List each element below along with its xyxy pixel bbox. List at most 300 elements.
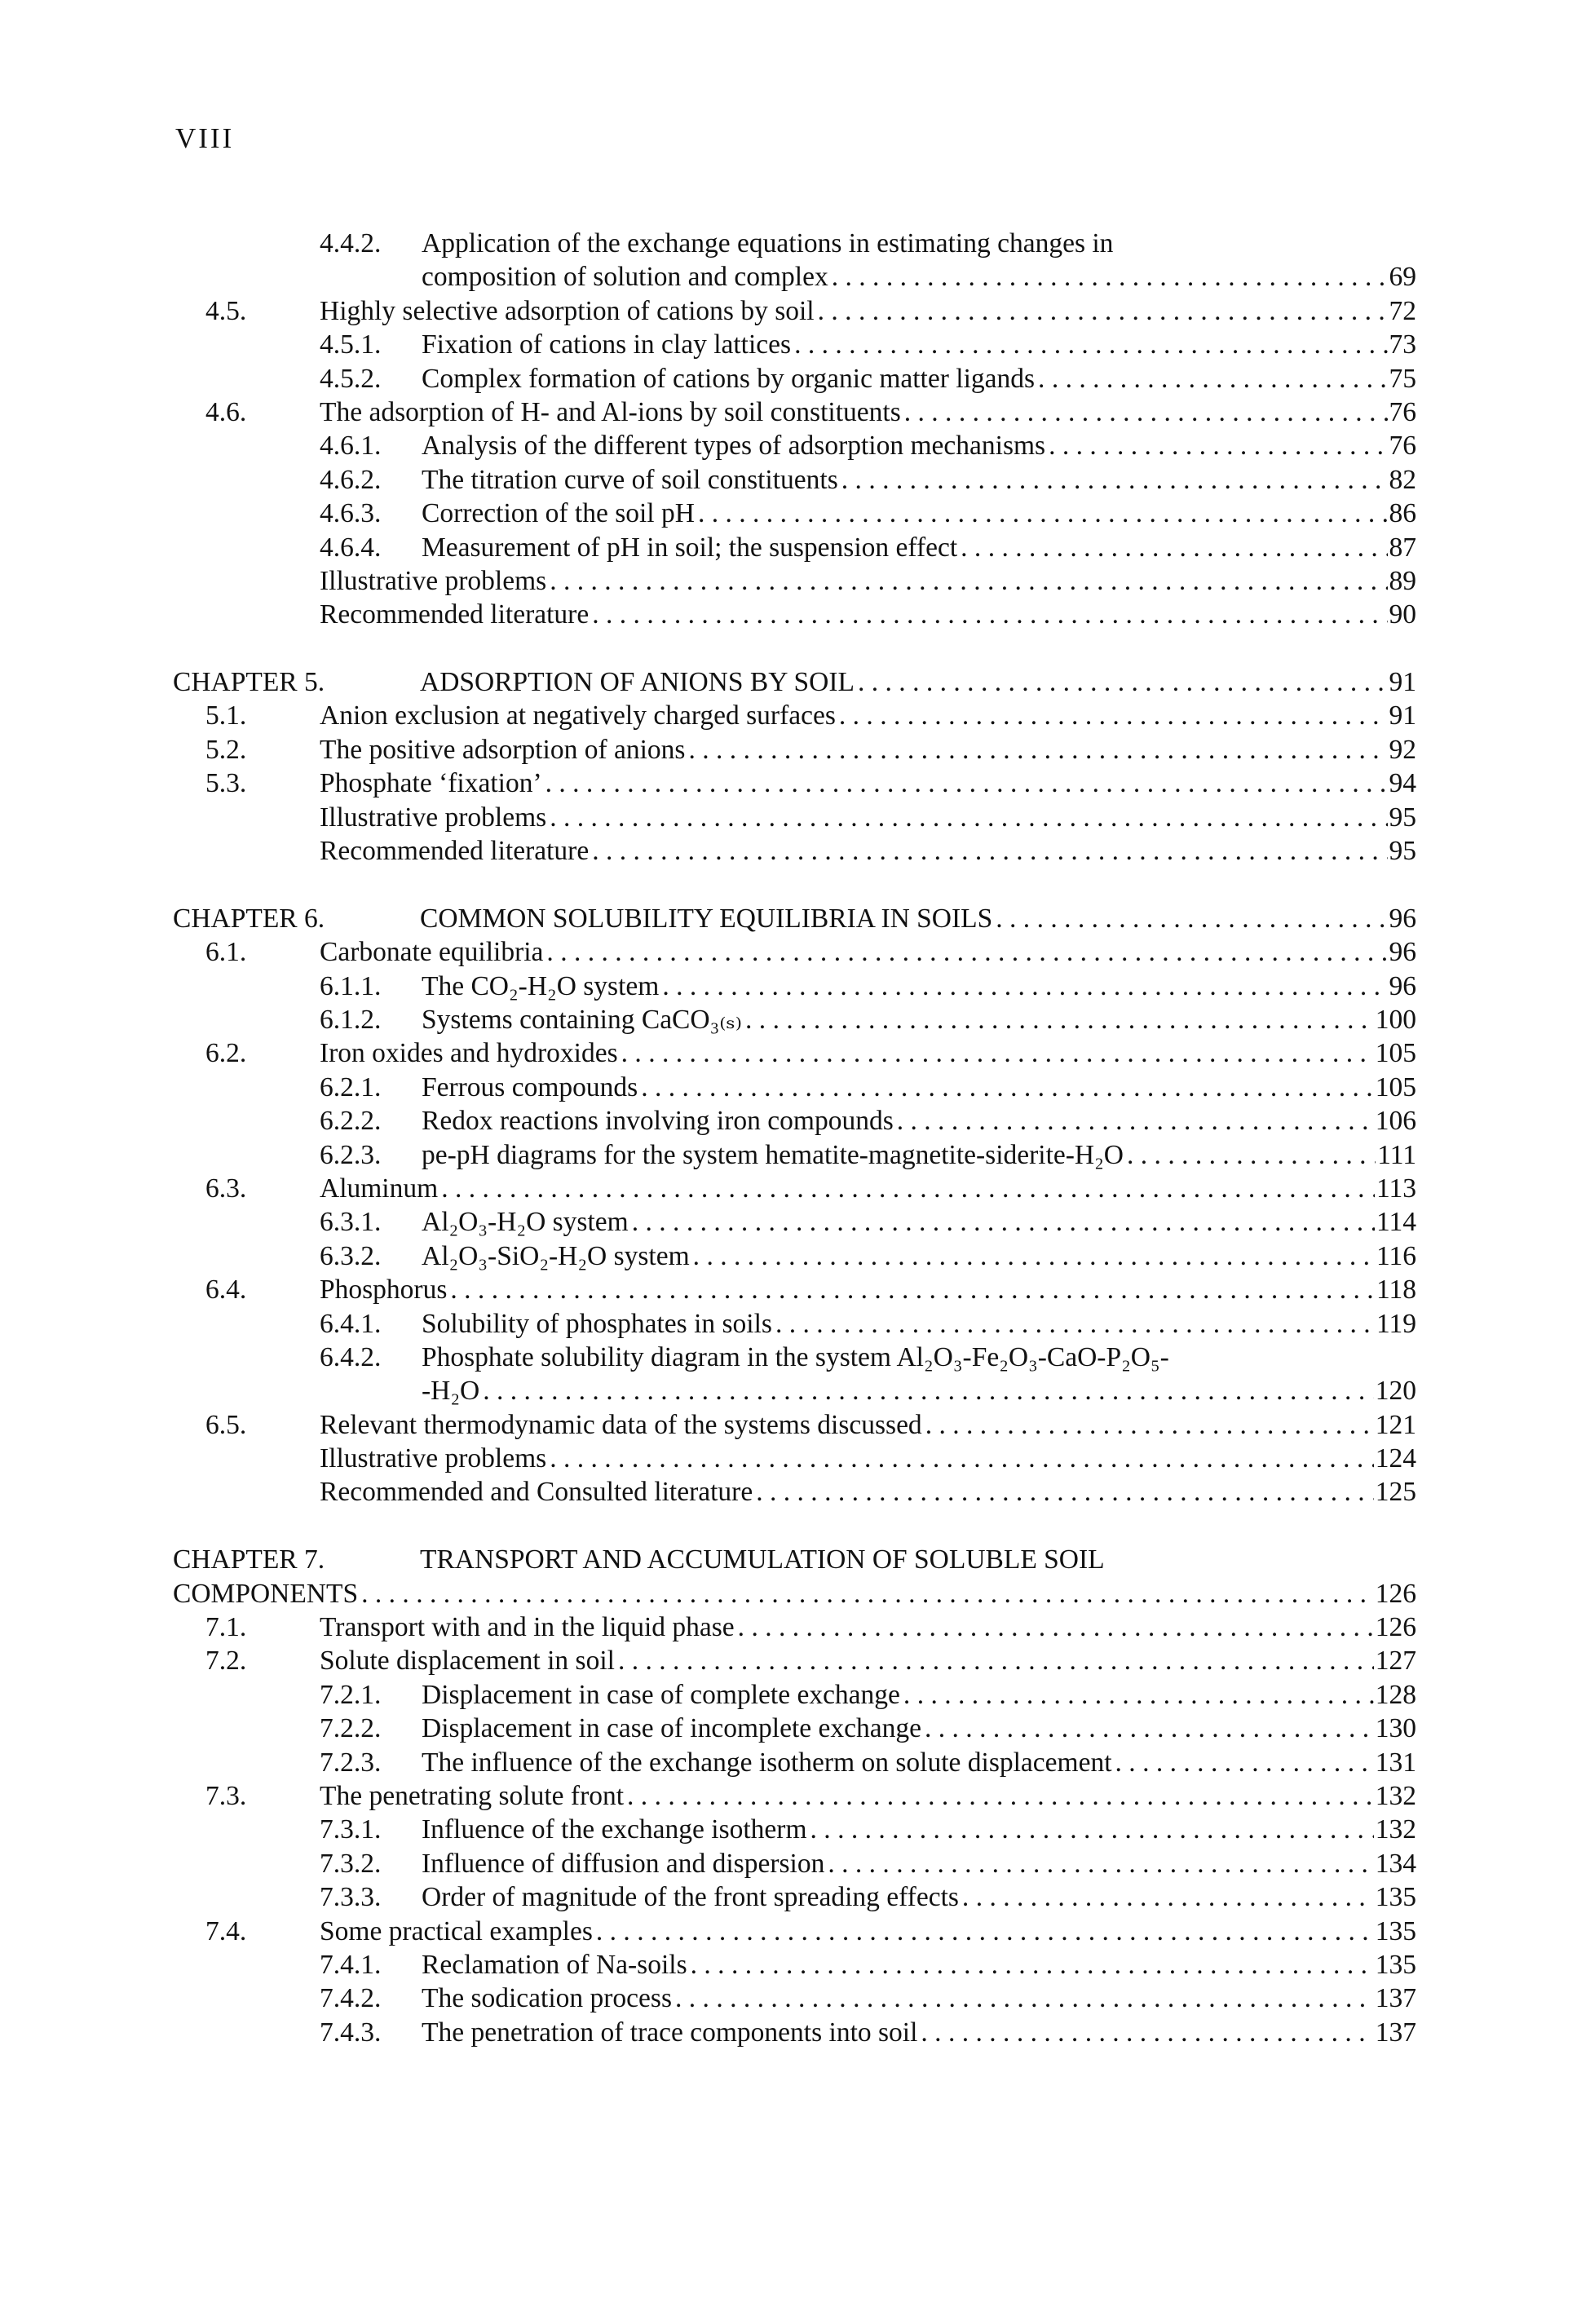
entry-number: 7.1. bbox=[205, 1612, 247, 1643]
toc-entry bbox=[173, 328, 1416, 361]
entry-line bbox=[320, 1475, 1416, 1509]
page-ref: 89 bbox=[1389, 565, 1416, 596]
entry-number: 6.3.1. bbox=[320, 1207, 382, 1238]
toc-entry bbox=[173, 1948, 1416, 1982]
leader-dots bbox=[1045, 429, 1387, 462]
entry-line bbox=[320, 699, 1416, 732]
page-ref: 132 bbox=[1375, 1780, 1416, 1811]
page-ref: 92 bbox=[1389, 734, 1416, 765]
entry-title: Transport with and in the liquid phase bbox=[320, 1612, 735, 1643]
toc-entry bbox=[173, 1172, 1416, 1205]
entry-line bbox=[422, 328, 1416, 361]
chapter-label: CHAPTER 7. bbox=[173, 1544, 325, 1575]
entry-number: 4.5.2. bbox=[320, 363, 382, 394]
toc-entry bbox=[173, 1880, 1416, 1914]
leader-dots bbox=[922, 1408, 1374, 1442]
leader-dots bbox=[901, 395, 1388, 429]
entry-title: Highly selective adsorption of cations by soil bbox=[320, 295, 815, 326]
page-ref: 135 bbox=[1375, 1882, 1416, 1913]
toc-entry bbox=[173, 1610, 1416, 1644]
entry-line bbox=[422, 429, 1416, 462]
entry-line bbox=[422, 497, 1416, 530]
entry-title: Relevant thermodynamic data of the systems discussed bbox=[320, 1409, 922, 1440]
entry-line bbox=[422, 1239, 1416, 1273]
page-number: VIII bbox=[175, 122, 235, 154]
entry-number: 4.5.1. bbox=[320, 329, 382, 360]
toc-entry bbox=[173, 294, 1416, 328]
entry-line bbox=[320, 1036, 1416, 1070]
leader-dots bbox=[1113, 227, 1416, 260]
entry-title: The penetrating solute front bbox=[320, 1780, 625, 1811]
entry-title: composition of solution and complex bbox=[422, 262, 828, 293]
entry-title: Phosphate ‘fixation’ bbox=[320, 768, 542, 799]
entry-line bbox=[320, 1442, 1416, 1475]
leader-dots bbox=[917, 2016, 1373, 2049]
toc-entry bbox=[173, 1036, 1416, 1070]
entry-title: Order of magnitude of the front spreading effects bbox=[422, 1882, 959, 1913]
page-ref: 100 bbox=[1375, 1004, 1416, 1035]
entry-title: The positive adsorption of anions bbox=[320, 734, 686, 765]
entry-title: Influence of the exchange isotherm bbox=[422, 1814, 807, 1845]
entry-title: -H₂O bbox=[422, 1376, 480, 1407]
chapter-title-line bbox=[420, 665, 1416, 699]
entry-line bbox=[320, 834, 1416, 868]
leader-dots bbox=[742, 1003, 1374, 1036]
entry-title: Complex formation of cations by organic matter ligands bbox=[422, 363, 1036, 394]
page-ref: 95 bbox=[1389, 836, 1416, 867]
entry-title: Recommended literature bbox=[320, 599, 590, 630]
toc-entry bbox=[173, 970, 1416, 1003]
chapter-7 bbox=[173, 1543, 1416, 2049]
page-ref: 95 bbox=[1389, 802, 1416, 833]
entry-line bbox=[422, 1104, 1416, 1138]
entry-title: Al₂O₃-H₂O system bbox=[422, 1207, 629, 1238]
page-ref: 86 bbox=[1389, 498, 1416, 529]
page-ref: 130 bbox=[1375, 1713, 1416, 1744]
entry-title: Illustrative problems bbox=[320, 802, 547, 833]
entry-title: Displacement in case of complete exchange bbox=[422, 1679, 900, 1710]
toc-entry bbox=[173, 2016, 1416, 2049]
toc-entry bbox=[173, 1374, 1416, 1407]
section-4-continued bbox=[173, 227, 1416, 632]
entry-line bbox=[422, 1746, 1416, 1779]
toc-entry bbox=[173, 935, 1416, 969]
chapter-5 bbox=[173, 665, 1416, 868]
entry-number: 7.4.3. bbox=[320, 2017, 382, 2048]
toc-entry bbox=[173, 1746, 1416, 1779]
spacer bbox=[173, 1509, 1416, 1543]
toc-entry bbox=[173, 1915, 1416, 1948]
entry-number: 6.3.2. bbox=[320, 1240, 382, 1271]
leader-dots bbox=[836, 699, 1388, 732]
entry-line bbox=[422, 227, 1416, 260]
entry-line bbox=[320, 767, 1416, 800]
chapter-label: CHAPTER 5. bbox=[173, 667, 325, 698]
leader-dots bbox=[546, 564, 1387, 598]
entry-number: 6.2. bbox=[205, 1038, 247, 1069]
entry-title: Illustrative problems bbox=[320, 1443, 547, 1474]
leader-dots bbox=[638, 1071, 1374, 1104]
table-of-contents bbox=[173, 227, 1416, 2049]
entry-number: 6.1. bbox=[205, 937, 247, 968]
page-ref: 137 bbox=[1375, 1983, 1416, 2014]
chapter-6 bbox=[173, 902, 1416, 1509]
entry-line bbox=[422, 970, 1416, 1003]
toc-entry bbox=[173, 1273, 1416, 1306]
leader-dots bbox=[957, 531, 1387, 564]
entry-title: Aluminum bbox=[320, 1173, 439, 1204]
entry-line bbox=[320, 733, 1416, 767]
entry-line bbox=[320, 801, 1416, 834]
entry-title: Redox reactions involving iron compounds bbox=[422, 1106, 894, 1137]
entry-number: 7.2. bbox=[205, 1646, 247, 1677]
leader-dots bbox=[543, 935, 1387, 969]
toc-entry bbox=[173, 1813, 1416, 1846]
entry-line bbox=[320, 598, 1416, 631]
page-ref: 105 bbox=[1375, 1038, 1416, 1069]
leader-dots bbox=[807, 1813, 1374, 1846]
page-ref: 76 bbox=[1389, 431, 1416, 462]
leader-dots bbox=[672, 1982, 1374, 2015]
entry-number: 4.6.1. bbox=[320, 431, 382, 462]
chapter-heading-continued bbox=[173, 1577, 1416, 1610]
entry-title: Anion exclusion at negatively charged surfaces bbox=[320, 700, 836, 731]
page-ref: 69 bbox=[1389, 262, 1416, 293]
leader-dots bbox=[546, 1442, 1374, 1475]
entry-line bbox=[422, 531, 1416, 564]
toc-entry bbox=[173, 801, 1416, 834]
leader-dots bbox=[1112, 1746, 1374, 1779]
entry-title: Fixation of cations in clay lattices bbox=[422, 329, 792, 360]
entry-number: 4.5. bbox=[205, 295, 247, 326]
page-ref: 125 bbox=[1375, 1477, 1416, 1508]
toc-entry bbox=[173, 1644, 1416, 1677]
entry-line bbox=[320, 1408, 1416, 1442]
entry-number: 6.4.1. bbox=[320, 1308, 382, 1339]
leader-dots bbox=[589, 834, 1387, 868]
leader-dots bbox=[1124, 1138, 1376, 1172]
entry-line bbox=[320, 294, 1416, 328]
leader-dots bbox=[624, 1779, 1374, 1813]
chapter-entries bbox=[173, 1610, 1416, 2049]
entry-title: Recommended and Consulted literature bbox=[320, 1477, 753, 1508]
leader-dots bbox=[1035, 362, 1387, 395]
entry-line bbox=[320, 1779, 1416, 1813]
entry-line bbox=[422, 1813, 1416, 1846]
page-ref: 132 bbox=[1375, 1814, 1416, 1845]
entry-title: Influence of diffusion and dispersion bbox=[422, 1848, 825, 1879]
entry-line bbox=[422, 1341, 1416, 1374]
entry-title: The CO₂-H₂O system bbox=[422, 970, 660, 1001]
entry-number: 7.3. bbox=[205, 1780, 247, 1811]
entry-number: 7.3.3. bbox=[320, 1882, 382, 1913]
entry-title: Analysis of the different types of adsorption mechanisms bbox=[422, 431, 1046, 462]
entry-line bbox=[320, 935, 1416, 969]
entry-title: Solute displacement in soil bbox=[320, 1646, 615, 1677]
leader-dots bbox=[542, 767, 1388, 800]
toc-entry bbox=[173, 1341, 1416, 1374]
leader-dots bbox=[772, 1307, 1375, 1341]
toc-entry bbox=[173, 1307, 1416, 1341]
page-ref: 135 bbox=[1375, 1949, 1416, 1980]
page-ref: 135 bbox=[1375, 1915, 1416, 1946]
page-ref: 73 bbox=[1389, 329, 1416, 360]
page-ref: 119 bbox=[1376, 1308, 1416, 1339]
entry-number: 6.2.2. bbox=[320, 1106, 382, 1137]
entry-line bbox=[422, 1678, 1416, 1712]
entry-line bbox=[320, 1172, 1416, 1205]
toc-entry bbox=[173, 834, 1416, 868]
page-ref: 75 bbox=[1389, 363, 1416, 394]
entry-number: 6.5. bbox=[205, 1409, 247, 1440]
entry-number: 6.2.3. bbox=[320, 1139, 382, 1170]
chapter-title-line bbox=[173, 1577, 1416, 1610]
entry-number: 7.3.2. bbox=[320, 1848, 382, 1879]
leader-dots bbox=[735, 1610, 1374, 1644]
entry-title: Application of the exchange equations in estimating changes in bbox=[422, 228, 1114, 258]
entry-line bbox=[422, 1847, 1416, 1880]
entry-line bbox=[422, 1948, 1416, 1982]
chapter-heading bbox=[173, 902, 1416, 935]
entry-title: Correction of the soil pH bbox=[422, 498, 695, 529]
toc-entry bbox=[173, 1239, 1416, 1273]
entry-number: 7.4.2. bbox=[320, 1983, 382, 2014]
entry-number: 6.4. bbox=[205, 1275, 247, 1306]
entry-line bbox=[320, 1915, 1416, 1948]
leader-dots bbox=[959, 1880, 1374, 1914]
entry-number: 4.4.2. bbox=[320, 228, 382, 258]
toc-entry bbox=[173, 1408, 1416, 1442]
leader-dots bbox=[629, 1205, 1375, 1239]
entry-line bbox=[422, 362, 1416, 395]
chapter-title: ADSORPTION OF ANIONS BY SOIL bbox=[420, 667, 855, 698]
leader-dots bbox=[659, 970, 1387, 1003]
leader-dots bbox=[685, 733, 1387, 767]
toc-entry bbox=[173, 531, 1416, 564]
chapter-heading bbox=[173, 1543, 1416, 1576]
entry-number: 6.3. bbox=[205, 1173, 247, 1204]
toc-entry bbox=[173, 429, 1416, 462]
page-ref: 126 bbox=[1375, 1578, 1416, 1609]
entry-title: Phosphate solubility diagram in the system Al₂O₃-Fe₂O₃-CaO-P₂O₅- bbox=[422, 1341, 1169, 1372]
toc-entry bbox=[173, 1442, 1416, 1475]
toc-entry bbox=[173, 1712, 1416, 1745]
chapter-title-line bbox=[420, 902, 1416, 935]
leader-dots bbox=[690, 1239, 1375, 1273]
page-ref: 91 bbox=[1389, 667, 1416, 698]
page-ref: 106 bbox=[1375, 1106, 1416, 1137]
entry-line bbox=[422, 1003, 1416, 1036]
entry-line bbox=[320, 395, 1416, 429]
page-ref: 94 bbox=[1389, 768, 1416, 799]
leader-dots bbox=[921, 1712, 1374, 1745]
entry-line bbox=[422, 1138, 1416, 1172]
page-ref: 96 bbox=[1389, 970, 1416, 1001]
entry-number: 7.4. bbox=[205, 1915, 247, 1946]
entry-line bbox=[320, 1273, 1416, 1306]
page-ref: 118 bbox=[1376, 1275, 1416, 1306]
page-ref: 96 bbox=[1389, 903, 1416, 934]
page-ref: 134 bbox=[1375, 1848, 1416, 1879]
entry-number: 6.2.1. bbox=[320, 1071, 382, 1102]
leader-dots bbox=[900, 1678, 1374, 1712]
toc-entry bbox=[173, 260, 1416, 294]
entry-title: Displacement in case of incomplete exchange bbox=[422, 1713, 921, 1744]
leader-dots bbox=[838, 463, 1388, 497]
page-ref: 82 bbox=[1389, 464, 1416, 495]
toc-entry bbox=[173, 1475, 1416, 1509]
entry-title: Phosphorus bbox=[320, 1275, 448, 1306]
entry-line bbox=[422, 1307, 1416, 1341]
entry-number: 5.2. bbox=[205, 734, 247, 765]
toc-entry bbox=[173, 767, 1416, 800]
chapter-entries bbox=[173, 699, 1416, 868]
leader-dots bbox=[855, 665, 1388, 699]
entry-number: 7.3.1. bbox=[320, 1814, 382, 1845]
toc-entry bbox=[173, 497, 1416, 530]
entry-number: 5.1. bbox=[205, 700, 247, 731]
entry-line bbox=[320, 564, 1416, 598]
entry-line bbox=[320, 1610, 1416, 1644]
page-ref: 131 bbox=[1375, 1747, 1416, 1778]
toc-entry bbox=[173, 395, 1416, 429]
leader-dots bbox=[479, 1374, 1374, 1407]
leader-dots bbox=[589, 598, 1387, 631]
toc-entry bbox=[173, 1982, 1416, 2015]
entry-line bbox=[422, 1880, 1416, 1914]
entry-title: Iron oxides and hydroxides bbox=[320, 1038, 618, 1069]
leader-dots bbox=[615, 1644, 1374, 1677]
toc-entry bbox=[173, 362, 1416, 395]
leader-dots bbox=[828, 260, 1388, 294]
entry-title: Illustrative problems bbox=[320, 565, 547, 596]
entry-title: Measurement of pH in soil; the suspension effect bbox=[422, 532, 958, 563]
page-ref: 72 bbox=[1389, 295, 1416, 326]
entry-title: The adsorption of H- and Al-ions by soil constituents bbox=[320, 396, 901, 427]
entry-number: 7.4.1. bbox=[320, 1949, 382, 1980]
entry-title: The titration curve of soil constituents bbox=[422, 464, 838, 495]
entry-number: 4.6.3. bbox=[320, 498, 382, 529]
entry-number: 5.3. bbox=[205, 768, 247, 799]
chapter-entries bbox=[173, 935, 1416, 1509]
spacer bbox=[173, 868, 1416, 901]
page-ref: 90 bbox=[1389, 599, 1416, 630]
toc-entry bbox=[173, 1104, 1416, 1138]
entry-title: Al₂O₃-SiO₂-H₂O system bbox=[422, 1240, 690, 1271]
toc-entry bbox=[173, 564, 1416, 598]
entry-title: pe-pH diagrams for the system hematite-magnetite-siderite-H₂O bbox=[422, 1139, 1124, 1170]
toc-entry bbox=[173, 463, 1416, 497]
entry-title: The penetration of trace components into soil bbox=[422, 2017, 918, 2048]
entry-number: 7.2.1. bbox=[320, 1679, 382, 1710]
page-ref: 76 bbox=[1389, 396, 1416, 427]
entry-title: Carbonate equilibria bbox=[320, 937, 544, 968]
leader-dots bbox=[753, 1475, 1374, 1509]
chapter-heading bbox=[173, 665, 1416, 699]
leader-dots bbox=[815, 294, 1388, 328]
page-ref: 124 bbox=[1375, 1443, 1416, 1474]
toc-entry bbox=[173, 598, 1416, 631]
page-ref: 121 bbox=[1375, 1409, 1416, 1440]
leader-dots bbox=[695, 497, 1388, 530]
leader-dots bbox=[438, 1172, 1375, 1205]
page-ref: 127 bbox=[1375, 1646, 1416, 1677]
entry-line bbox=[422, 260, 1416, 294]
page-ref: 91 bbox=[1389, 700, 1416, 731]
leader-dots bbox=[791, 328, 1387, 361]
leader-dots bbox=[447, 1273, 1375, 1306]
page-ref: 87 bbox=[1389, 532, 1416, 563]
entry-line bbox=[320, 1644, 1416, 1677]
entry-line bbox=[422, 1071, 1416, 1104]
leader-dots bbox=[824, 1847, 1373, 1880]
toc-entry bbox=[173, 1678, 1416, 1712]
entry-title: Systems containing CaCO₃₍ₛ₎ bbox=[422, 1004, 743, 1035]
entry-number: 6.1.2. bbox=[320, 1004, 382, 1035]
page-ref: 114 bbox=[1376, 1207, 1416, 1238]
leader-dots bbox=[992, 902, 1387, 935]
chapter-title-cont: COMPONENTS bbox=[173, 1578, 359, 1609]
page-ref: 105 bbox=[1375, 1071, 1416, 1102]
page-ref: 96 bbox=[1389, 937, 1416, 968]
toc-entry bbox=[173, 699, 1416, 732]
chapter-title-line bbox=[420, 1543, 1416, 1576]
entry-title: Recommended literature bbox=[320, 836, 590, 867]
leader-dots bbox=[1169, 1341, 1416, 1374]
chapter-label: CHAPTER 6. bbox=[173, 903, 325, 934]
leader-dots bbox=[593, 1915, 1374, 1948]
toc-entry bbox=[173, 733, 1416, 767]
toc-entry bbox=[173, 1779, 1416, 1813]
entry-number: 4.6.4. bbox=[320, 532, 382, 563]
entry-line bbox=[422, 1374, 1416, 1407]
entry-number: 6.1.1. bbox=[320, 970, 382, 1001]
leader-dots bbox=[894, 1104, 1374, 1138]
entry-number: 4.6.2. bbox=[320, 464, 382, 495]
page-ref: 128 bbox=[1375, 1679, 1416, 1710]
page-ref: 113 bbox=[1376, 1173, 1416, 1204]
page-ref: 126 bbox=[1375, 1612, 1416, 1643]
entry-title: Solubility of phosphates in soils bbox=[422, 1308, 772, 1339]
entry-title: The sodication process bbox=[422, 1983, 672, 2014]
leader-dots bbox=[618, 1036, 1374, 1070]
entry-title: The influence of the exchange isotherm on solute displacement bbox=[422, 1747, 1112, 1778]
leader-dots bbox=[358, 1577, 1374, 1610]
page-ref: 111 bbox=[1377, 1139, 1416, 1170]
entry-number: 6.4.2. bbox=[320, 1341, 382, 1372]
entry-line bbox=[422, 2016, 1416, 2049]
entry-number: 7.2.3. bbox=[320, 1747, 382, 1778]
spacer bbox=[173, 632, 1416, 665]
page-ref: 116 bbox=[1376, 1240, 1416, 1271]
entry-title: Ferrous compounds bbox=[422, 1071, 638, 1102]
chapter-title: COMMON SOLUBILITY EQUILIBRIA IN SOILS bbox=[420, 903, 993, 934]
page-ref: 120 bbox=[1375, 1376, 1416, 1407]
chapter-title: TRANSPORT AND ACCUMULATION OF SOLUBLE SOIL bbox=[420, 1544, 1105, 1575]
leader-dots bbox=[687, 1948, 1374, 1982]
entry-number: 4.6. bbox=[205, 396, 247, 427]
entry-line bbox=[422, 1205, 1416, 1239]
entry-title: Reclamation of Na-soils bbox=[422, 1949, 687, 1980]
entry-title: Some practical examples bbox=[320, 1915, 593, 1946]
toc-entry bbox=[173, 1003, 1416, 1036]
entry-line bbox=[422, 463, 1416, 497]
leader-dots bbox=[546, 801, 1387, 834]
entry-line bbox=[422, 1982, 1416, 2015]
entry-line bbox=[422, 1712, 1416, 1745]
toc-entry bbox=[173, 1205, 1416, 1239]
page-ref: 137 bbox=[1375, 2017, 1416, 2048]
